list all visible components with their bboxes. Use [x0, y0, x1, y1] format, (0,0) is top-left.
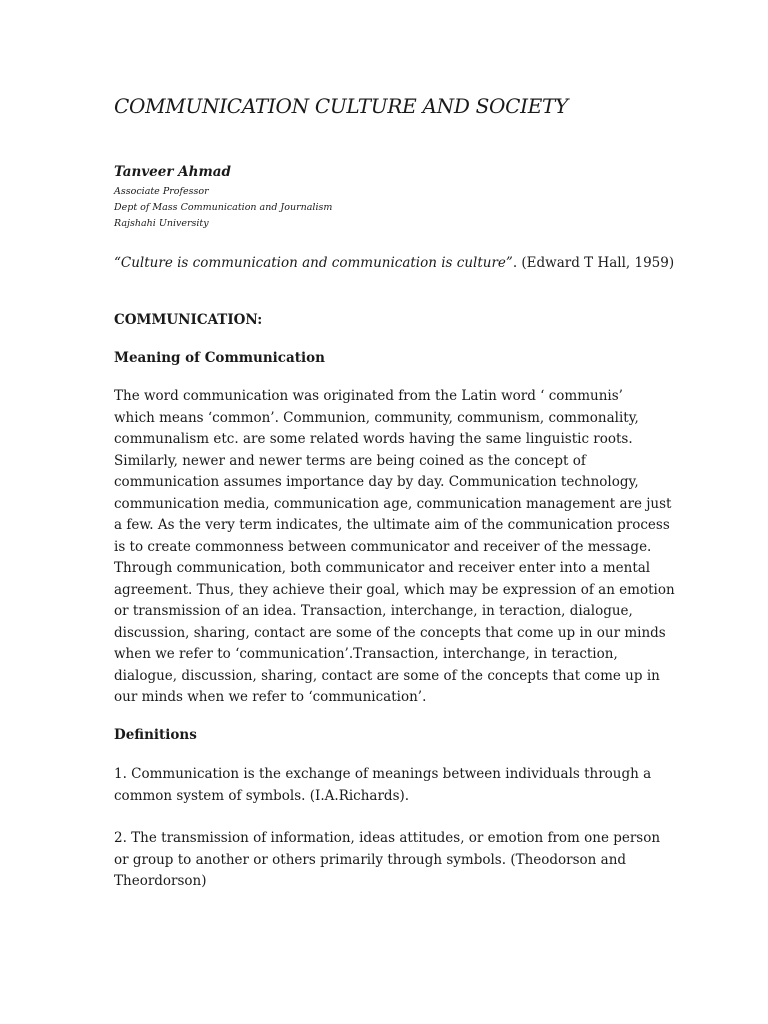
paragraph-line: communication assumes importance day by day. Communication technology,	[114, 474, 639, 490]
paragraph-line: communication media, communication age, communication management are just	[114, 495, 672, 512]
definitions-heading: Definitions	[114, 727, 197, 743]
author-university: Rajshahi University	[114, 218, 209, 229]
definition-item-2	[114, 828, 674, 893]
paragraph-line: The word communication was originated from the Latin word ‘ communis’	[114, 388, 623, 404]
meaning-paragraph	[114, 386, 674, 709]
paragraph-line: communalism etc. are some related words having the same linguistic roots.	[114, 431, 633, 447]
author-name: Tanveer Ahmad	[114, 164, 231, 180]
paragraph-line: agreement. Thus, they achieve their goal, which may be expression of an emotion	[114, 581, 675, 598]
definition-item-1	[114, 764, 674, 807]
paragraph-line: when we refer to ‘communication’.Transaction, interchange, in teraction,	[114, 646, 618, 662]
paragraph-line: which means ‘common’. Communion, community, communism, commonality,	[114, 409, 639, 426]
paragraph-line: a few. As the very term indicates, the ultimate aim of the communication process	[114, 517, 670, 533]
paragraph-line: is to create commonness between communicator and receiver of the message.	[114, 538, 652, 555]
author-affiliation	[114, 184, 332, 232]
paragraph-line: Similarly, newer and newer terms are being coined as the concept of	[114, 452, 586, 469]
epigraph-citation: . (Edward T Hall, 1959)	[512, 255, 675, 271]
subsection-heading: Meaning of Communication	[114, 350, 325, 366]
author-position: Associate Professor	[114, 186, 209, 197]
paragraph-line: our minds when we refer to ‘communication’.	[114, 689, 427, 705]
definition-line: Theordorson)	[114, 873, 207, 889]
document-title: COMMUNICATION CULTURE AND SOCIETY	[114, 94, 568, 118]
epigraph-quote: “Culture is communication and communication is culture”	[114, 255, 513, 271]
paragraph-line: discussion, sharing, contact are some of the concepts that come up in our minds	[114, 624, 666, 641]
author-department: Dept of Mass Communication and Journalism	[114, 202, 333, 213]
definition-line: 2. The transmission of information, ideas attitudes, or emotion from one person	[114, 830, 661, 846]
section-heading: COMMUNICATION:	[114, 312, 263, 328]
definition-line: 1. Communication is the exchange of meanings between individuals through a	[114, 766, 652, 782]
definition-line: common system of symbols. (I.A.Richards).	[114, 787, 410, 804]
paragraph-line: Through communication, both communicator and receiver enter into a mental	[114, 560, 651, 576]
epigraph	[114, 255, 674, 271]
definition-line: or group to another or others primarily through symbols. (Theodorson and	[114, 851, 627, 868]
paragraph-line: or transmission of an idea. Transaction, interchange, in teraction, dialogue,	[114, 603, 633, 619]
paragraph-line: dialogue, discussion, sharing, contact are some of the concepts that come up in	[114, 667, 660, 684]
